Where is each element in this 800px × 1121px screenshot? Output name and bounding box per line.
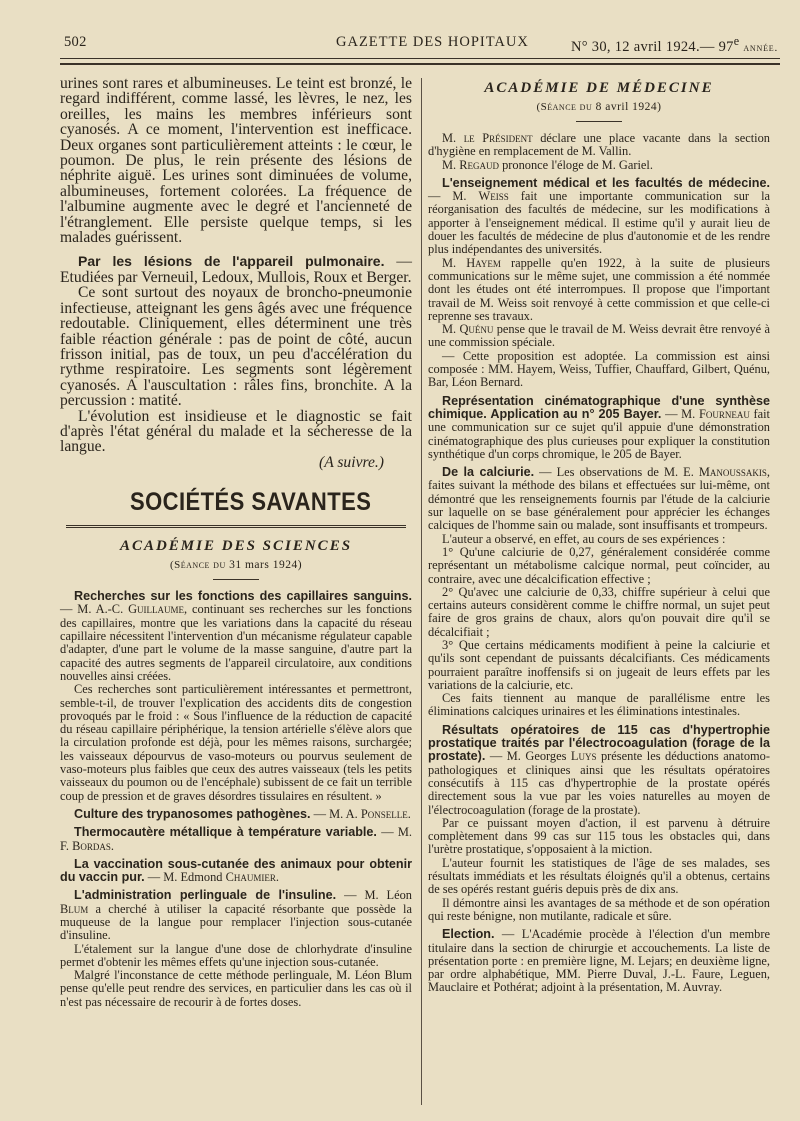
article-calciurie: De la calciurie. — Les observations de M. E. Manoussakis, faites suivant la méthode des bilans et effectuées sur lui-même, ont démontré que les renseignements fournis par l'étude de la calciurie sur laquelle on se base généralement pour apprécier les échanges calciques de l'homme sain ou malade, sont insuffisants et trompeurs. [428,465,770,533]
article-capillaires: Recherches sur les fonctions des capillaires sanguins. — M. A.-C. Guillaume, continuant ses recherches sur les fonctions des capillaires, montre que les variations dans la capacité du réseau capillaire nécessitent l'intervention d'un mécanisme régulateur capable d'adapter, d'une part le volume de la masse sanguine, d'autre part la capacité des autres segments de l'appareil circulatoire, aux conditions nouvelles ainsi créées. [60,589,412,683]
continuation-text: urines sont rares et albumineuses. Le teint est bronzé, le regard indifférent, comme lassé, les lèvres, le nez, les oreilles, les mains les membres inférieurs sont cyanosés. A ce moment, l'intervention est inefficace. Deux organes sont particulièrement atteints : le cœur, le poumon. De plus, le rein présente des lésions de néphrite aiguë. Les urines sont diminuées de volume, albumineuses, fortement colorées. La fréquence de l'albumine augmente avec le degré et l'ancienneté de l'étranglement. Elle persiste quelque temps, si les malades guérissent. [60,75,412,247]
pulmonary-paragraph-3: L'évolution est insidieuse et le diagnostic se fait d'après l'état général du malade et la sécheresse de la langue. [60,407,412,456]
column-divider [421,78,422,1105]
article-insuline-p2: L'étalement sur la langue d'une dose de chlorhydrate d'insuline permet d'obtenir les mêmes effets qu'une injection sous-cutanée. [60,941,412,969]
to-be-continued: (A suivre.) [319,453,384,471]
article-trypanosomes: Culture des trypanosomes pathogènes. — M. A. Ponselle. [74,806,411,821]
pulmonary-heading: Par les lésions de l'appareil pulmonaire. [78,253,385,270]
president-notice: M. le Président déclare une place vacante dans la section d'hygiène en remplacement de M. Vallin. [428,131,770,159]
article-capillaires-p2: Ces recherches sont particulièrement intéressantes et permettront, semble-t-il, de trouver l'explication des accidents dits de congestion provoqués par le froid : « Sous l'influence de la réduction de capacité du réseau capillaire périphérique, la tension artérielle s'élève alors que la circulation profonde est déjà, pour les mêmes raisons, surchargée; les vaisseaux dépourvus de vaso-moteurs ou pourvus seulement de vaso-moteurs plus faibles que ceux des autres vaisseaux (tels les petits vaisseaux du poumon ou de l'encéphale) subissent de ce fait un terrible coup de pression et de graves désordres tissulaires en résultent. » [60,682,412,803]
article-prostate-p3: L'auteur fournit les statistiques de l'âge de ses malades, ses résultats immédiats et les résultats éloignés qu'il a obtenus, certains de ses opérés restant guéris depuis près de dix ans. [428,855,770,897]
journal-title: GAZETTE DES HOPITAUX [336,34,529,50]
seance-date-medecine: (Séance du 8 avril 1924) [536,101,662,113]
article-prostate-p2: Par ce puissant moyen d'action, il est parvenu à détruire complètement dans 99 cas sur 115 tous les obstacles qui, dans l'urètre prostatique, s'opposaient à la miction. [428,815,770,857]
lead-article [60,76,412,470]
article-calciurie-item-2: 2° Qu'avec une calciurie de 0,33, chiffre supérieur à celui que certains auteurs considèrent comme le chiffre normal, un sujet peut faire de gros grains de chaux, alors qu'on pouvait dire qu'il se décalcifiait ; [428,584,770,639]
article-enseignement: L'enseignement médical et les facultés de médecine. — M. Weiss fait une importante communication sur la réorganisation des facultés de médecine, sur les modifications à apporter à l'enseignement médical. Il estime qu'il y aurait lieu de douer les facultés de médecine de plus d'autonomie et de les rendre plus indépendantes des universités. [428,175,771,257]
medecine-articles [428,132,770,995]
page-number: 502 [64,34,87,50]
pulmonary-paragraph: Par les lésions de l'appareil pulmonaire. — Etudiées par Verneuil, Ledoux, Mullois, Roux et Berger. [60,253,412,286]
issue-info [571,34,778,56]
article-insuline-p3: Malgré l'inconstance de cette méthode perlinguale, M. Léon Blum pense qu'elle peut rendre des services, en particulier dans les cas où il n'est pas nécessaire de recourir à de fortes doses. [60,968,412,1009]
article-cinematographique: Représentation cinématographique d'une synthèse chimique. Application au n° 205 Bayer. — M. Fourneau fait une communication sur ce sujet qu'il appuie d'une démonstration cinématographique des plus curieuses pour expliquer la constitution synthétique d'un corps chromique, le 205 de Bayer. [428,393,770,461]
seance-date: (Séance du 31 mars 1924) [169,559,303,572]
article-election: Election. — L'Académie procède à l'élection d'un membre titulaire dans la section de chirurgie et accouchements. La liste de présentation porte : en première ligne, M. Lejars; en deuxième ligne, par ordre alphabétique, MM. Pierre Duval, J.-L. Faure, Leguen, Mauclaire et Pothérat; adjoint à la présentation, M. Auvray. [428,927,770,995]
article-thermocautere: Thermocautère métallique à température variable. — M. F. Bordas. [60,825,412,853]
page-header [64,34,778,54]
issue-number: N° 30, 12 avril 1924.— 97 [571,38,734,55]
regaud-notice: M. Regaud prononce l'éloge de M. Gariel. [442,157,653,172]
issue-sup: e [733,34,740,48]
section-title: SOCIÉTÉS SAVANTES [130,488,372,517]
article-calciurie-p3: Ces faits tiennent au manque de parallélisme entre les éliminations calciques urinaires et les éliminations intestinales. [428,691,770,719]
article-prostate: Résultats opératoires de 115 cas d'hypertrophie prostatique traités par l'électrocoagulation (forage de la prostate). — M. Georges Luys présente les déductions anatomo-pathologiques et cliniques ainsi que les résultats opératoires consécutifs à 115 cas d'hypertrophie de la prostate opérés directement sous la vue par les voies naturelles au moyen de l'électrocoagulation (forage de la prostate). [428,722,770,817]
academy-sciences-title: ACADÉMIE DES SCIENCES [119,538,353,555]
article-prostate-p4: Il démontre ainsi les avantages de sa méthode et de son opération qui reste bénigne, non mutilante, radicale et sûre. [428,895,770,923]
short-rule [213,579,259,580]
short-rule-medecine [576,121,622,122]
issue-year: année. [743,41,778,54]
article-enseignement-p4: — Cette proposition est adoptée. La commission est ainsi composée : MM. Hayem, Weiss, Tuffier, Chauffard, Gilbert, Quénu, Bar, Léon Bernard. [428,348,770,390]
header-rule-double [60,63,780,65]
pulmonary-paragraph-2: Ce sont surtout des noyaux de broncho-pneumonie infectieuse, atteignant les gens âgés avec une fréquence redoutable. Cliniquement, elles déterminent une très faible réaction générale : pas de point de côté, aucun frisson initial, pas de toux, un peu d'accélération du rythme respiratoire. Les segments sont légèrement cyanosés. A l'auscultation : râles fins, bronchite. A la percussion : matité. [60,284,412,410]
article-calciurie-item-3: 3° Que certains médicaments modifient à peine la calciurie et qu'ils sont cependant de puissants décalcifiants. Ces médicaments pourraient paraître inoffensifs si on jugeait de leurs effets par les variations de la calciurie, etc. [428,637,770,692]
article-vaccination: La vaccination sous-cutanée des animaux pour obtenir du vaccin pur. — M. Edmond Chaumier. [60,856,412,885]
left-column [60,76,412,1009]
article-enseignement-p3: M. Quénu pense que le travail de M. Weiss devrait être renvoyé à une commission spéciale. [428,322,770,350]
right-column [428,76,770,995]
academy-medecine-title: ACADÉMIE DE MÉDECINE [484,80,714,96]
section-rule [66,525,406,528]
header-rule-top [60,58,780,59]
article-calciurie-p2: L'auteur a observé, en effet, au cours de ses expériences : [442,531,726,546]
sciences-articles [60,590,412,1009]
article-enseignement-p2: M. Hayem rappelle qu'en 1922, à la suite de plusieurs communications sur le même sujet, une commission a été nommée dont les études ont été interrompues. Il propose que l'important travail de M. Weiss soit renvoyé à cette commission et que celle-ci reprenne ses travaux. [428,255,770,323]
article-calciurie-item-1: 1° Qu'une calciurie de 0,27, généralement considérée comme représentant un métabolisme calcique normal, peut coïncider, au contraire, avec une décalcification effective ; [428,544,770,586]
article-insuline: L'administration perlinguale de l'insuline. — M. Léon Blum a cherché à utiliser la capacité résorbante que possède la muqueuse de la langue pour remplacer l'injection sous-cutanée d'insuline. [60,888,412,943]
